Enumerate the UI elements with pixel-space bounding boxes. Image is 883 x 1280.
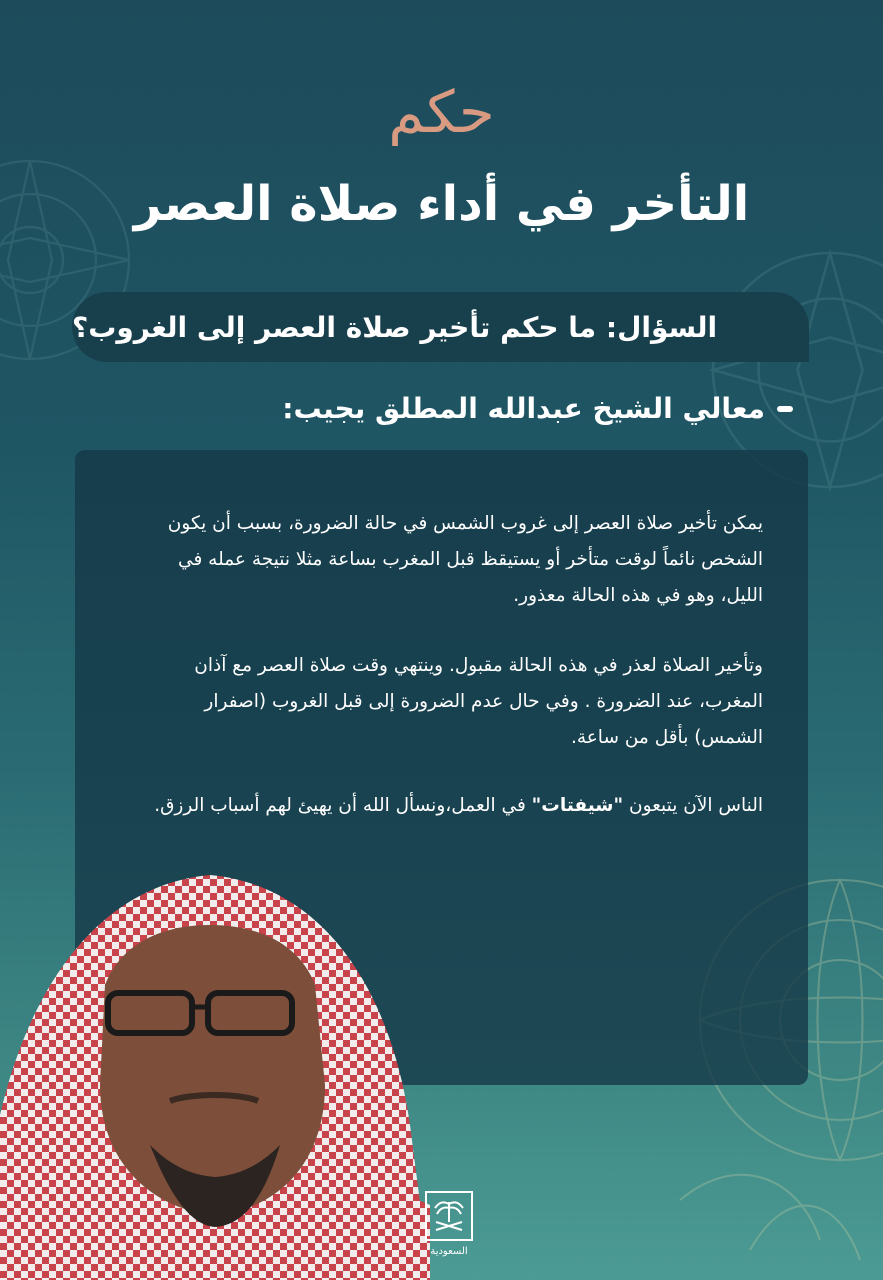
answer-paragraph-2: وتأخير الصلاة لعذر في هذه الحالة مقبول. وينتهي وقت صلاة العصر مع آذان المغرب، عند الضرورة . وفي حال عدم الضرورة إلى قبل الغروب (اصفرار الشمس) بأقل من ساعة. — [194, 655, 763, 748]
bullet-dash — [777, 406, 793, 412]
speaker-heading — [282, 392, 793, 425]
question-text: السؤال: ما حكم تأخير صلاة العصر إلى الغروب؟ — [72, 310, 718, 344]
saudi-logo — [420, 1188, 478, 1264]
page-subtitle: حكم — [388, 78, 495, 146]
answer-paragraph-3-start: الناس الآن يتبعون — [623, 795, 763, 816]
answer-paragraph-3 — [143, 788, 763, 824]
page-title: التأخر في أداء صلاة العصر — [133, 176, 750, 232]
question-banner — [72, 292, 809, 362]
speaker-text: معالي الشيخ عبدالله المطلق يجيب: — [282, 392, 765, 425]
logo-label: السعودية — [430, 1246, 468, 1257]
answer-paragraph-1: يمكن تأخير صلاة العصر إلى غروب الشمس في حالة الضرورة، بسبب أن يكون الشخص نائماً لوقت متأخر أو يستيقظ قبل المغرب بساعة مثلا نتيجة عمله في الليل، وهو في هذه الحالة معذور. — [167, 513, 763, 606]
answer-paragraph-3-end: في العمل،ونسأل الله أن يهيئ لهم أسباب الرزق. — [154, 795, 532, 816]
answer-paragraph-3-bold: "شيفتات" — [531, 795, 624, 816]
sheikh-photo — [0, 865, 430, 1280]
palm-swords-icon — [420, 1188, 478, 1244]
